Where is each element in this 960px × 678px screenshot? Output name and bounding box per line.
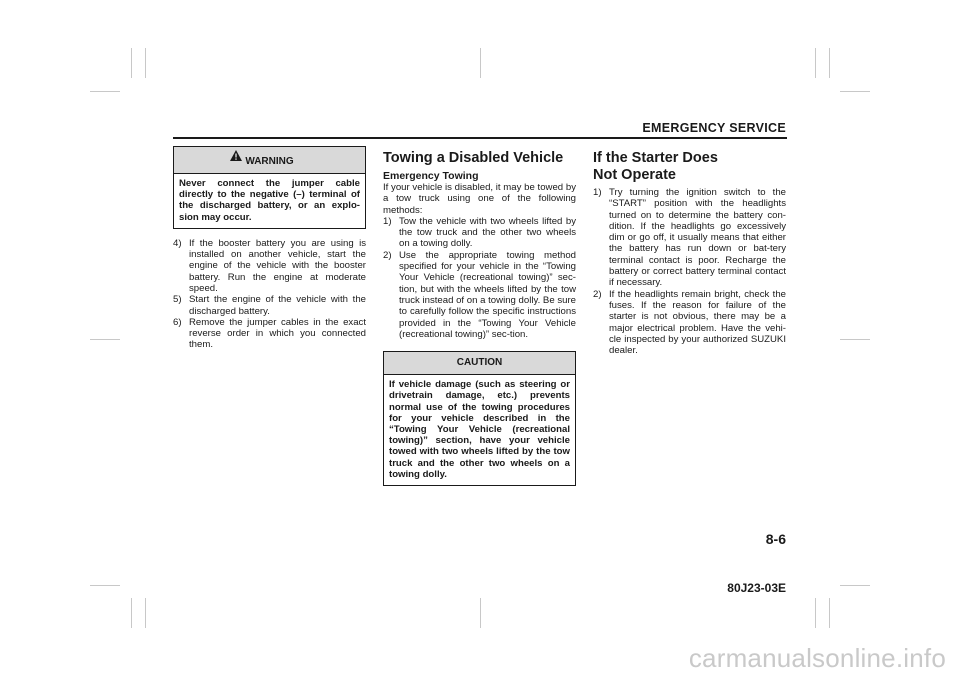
list-item [383,216,576,250]
warning-title: WARNING [245,156,294,167]
crop-mark [145,48,146,78]
warning-triangle-icon [230,150,242,161]
caution-box [383,351,576,486]
crop-mark [829,598,830,628]
list-item [593,289,786,357]
step-text: Tow the vehicle with two wheels lifted by the tow truck and the other two wheels on a towing dolly. [399,215,576,250]
crop-mark [131,48,132,78]
step-number: 1) [383,215,392,227]
crop-mark [145,598,146,628]
page-number: 8-6 [765,531,786,547]
step-number: 5) [173,294,182,306]
step-number: 6) [173,316,182,328]
list-item [593,187,786,289]
warning-box [173,146,366,229]
step-text: Use the appropriate towing method specified for your vehicle in the “Towing Your Vehicle (recreational towing)” sec-tion, but with the wheels lifted by the tow truck instead of on a towing dolly. Be sure to carefully follow the specific instructions provided in the “Towing Your Vehicle (recreational towing)” sec-tion. [399,249,576,340]
step-number: 2) [383,249,392,261]
step-text: Start the engine of the vehicle with the discharged battery. [189,294,366,317]
crop-mark [840,91,870,92]
document-code: 80J23-03E [727,581,786,595]
section-title: EMERGENCY SERVICE [642,121,786,135]
towing-intro: If your vehicle is disabled, it may be towed by a tow truck using one of the following methods: [383,182,576,216]
crop-mark [840,585,870,586]
towing-heading: Towing a Disabled Vehicle [383,150,564,166]
list-item [173,317,366,351]
warning-header [174,147,365,174]
list-item [173,238,366,294]
jumper-steps-list [173,238,366,351]
warning-text: Never connect the jumper cable directly to the negative (–) terminal of the discharged battery, or an explo-sion may occur. [179,178,360,223]
caution-header: CAUTION [384,352,575,375]
crop-mark [90,585,120,586]
column-left [173,146,366,351]
crop-mark [829,48,830,78]
step-text: If the headlights remain bright, check the fuses. If the reason for failure of the starter is not obvious, there may be a major electrical problem. Have the vehi-cle inspected by your authorized SUZUKI dealer. [609,288,786,357]
towing-steps-list [383,216,576,340]
crop-mark [90,91,120,92]
crop-mark [480,598,481,628]
list-item [383,250,576,340]
crop-mark [815,598,816,628]
step-number: 4) [173,237,182,249]
step-text: Remove the jumper cables in the exact reverse order in which you connected them. [189,316,366,351]
watermark: carmanualsonline.info [688,643,946,673]
step-text: If the booster battery you are using is installed on another vehicle, start the engine of the vehicle with the booster battery. Run the engine at moderate speed. [189,237,366,294]
crop-mark [480,48,481,78]
list-item [173,294,366,317]
column-right [593,146,786,356]
starter-heading: If the Starter Does Not Operate [593,150,718,183]
step-text: Try turning the ignition switch to the “START” position with the headlights turned on to determine the battery con-dition. If the headlights go excessively dim or go off, it usually means that either the battery has run down or bat-tery terminal contact is poor. Recharge the battery or correct battery terminal contact if necessary. [609,187,786,289]
crop-mark [840,339,870,340]
step-number: 1) [593,187,602,198]
crop-mark [90,339,120,340]
emergency-towing-subheading: Emergency Towing [383,170,479,182]
caution-text: If vehicle damage (such as steering or drivetrain damage, etc.) prevents normal use of the towing procedures for your vehicle described in the “Towing Your Vehicle (recreational towing)” section, have your vehicle towed with two wheels lifted by the tow truck and the other two wheels on a towing dolly. [389,379,570,480]
starter-steps-list [593,187,786,356]
header-rule [173,137,787,139]
column-middle [383,146,576,495]
crop-mark [815,48,816,78]
step-number: 2) [593,288,602,300]
crop-mark [131,598,132,628]
